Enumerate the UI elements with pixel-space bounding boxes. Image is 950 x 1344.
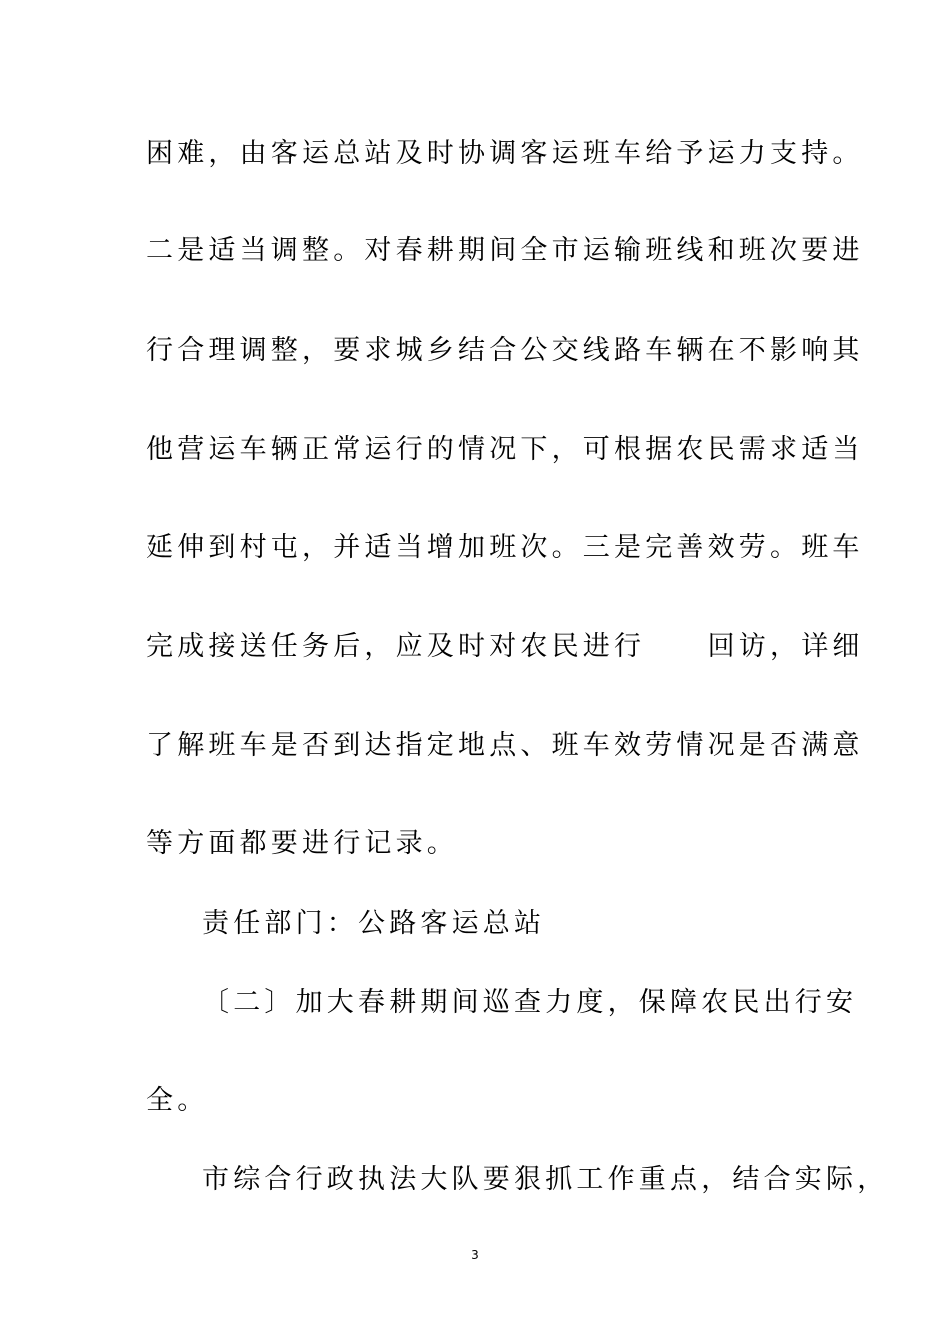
body-line-1: 困难，由客运总站及时协调客运班车给予运力支持。 bbox=[146, 138, 864, 169]
body-line-3: 行合理调整，要求城乡结合公交线路车辆在不影响其 bbox=[146, 335, 864, 366]
body-line-5: 延伸到村屯，并适当增加班次。三是完善效劳。班车 bbox=[146, 532, 864, 563]
body-line-8: 等方面都要进行记录。 bbox=[146, 828, 458, 859]
body-line-6: 完成接送任务后，应及时对农民进行 回访，详细 bbox=[146, 631, 864, 662]
body-line-7: 了解班车是否到达指定地点、班车效劳情况是否满意 bbox=[146, 730, 864, 761]
body-line-12: 市综合行政执法大队要狠抓工作重点，结合实际， bbox=[202, 1164, 889, 1195]
section-heading-line-1: 〔二〕加大春耕期间巡查力度，保障农民出行安 bbox=[202, 987, 858, 1018]
section-heading-line-2: 全。 bbox=[146, 1085, 209, 1116]
body-line-4: 他营运车辆正常运行的情况下，可根据农民需求适当 bbox=[146, 434, 864, 465]
page-number: 3 bbox=[471, 1248, 479, 1262]
responsible-department-line: 责任部门：公路客运总站 bbox=[202, 908, 546, 939]
body-line-2: 二是适当调整。对春耕期间全市运输班线和班次要进 bbox=[146, 235, 864, 266]
